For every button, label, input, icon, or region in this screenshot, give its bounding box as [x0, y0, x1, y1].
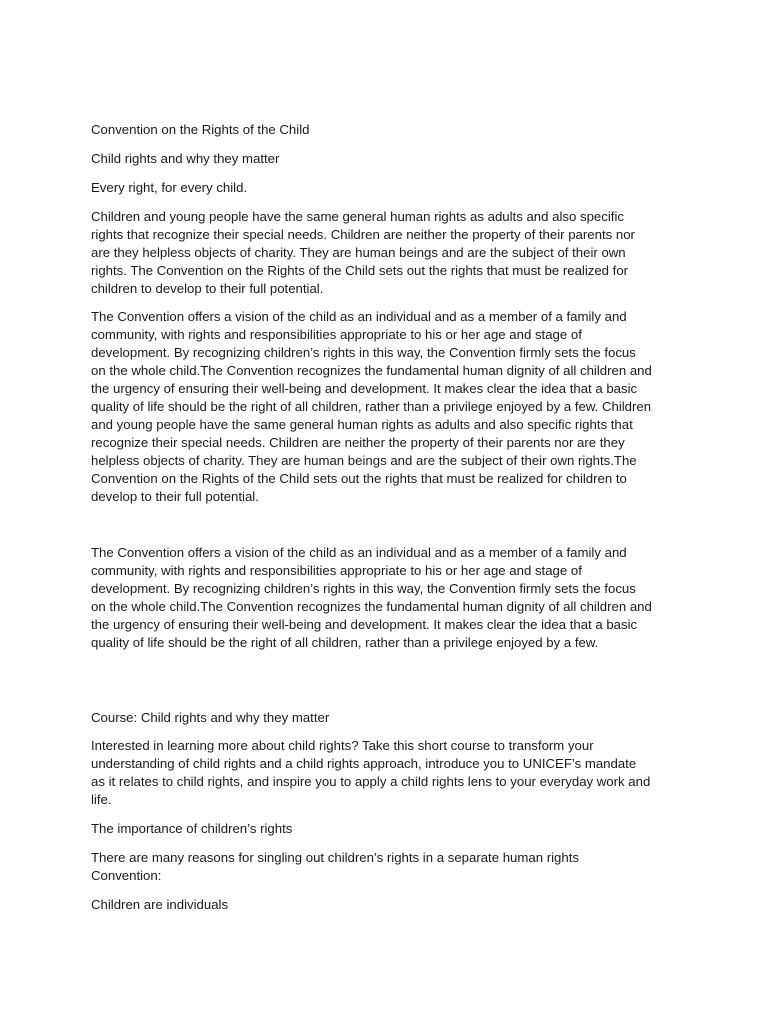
document-page: [91, 121, 681, 914]
document-title: Convention on the Rights of the Child: [91, 122, 310, 137]
course-heading: Course: Child rights and why they matter: [91, 710, 330, 725]
heading-child-rights: Child rights and why they matter: [91, 151, 280, 166]
heading-children-individuals: Children are individuals: [91, 897, 229, 912]
paragraph-vision-repeat: The Convention offers a vision of the child as an individual and as a member of a family and community, with rights and responsibilities appropriate to his or her age and stage of development. By recognizing children’s rights in this way, the Convention firmly sets the focus on the whole child.The Convention recognizes the fundamental human dignity of all children and the urgency of ensuring their well-being and development. It makes clear the idea that a basic quality of life should be the right of all children, rather than a privilege enjoyed by a few.: [91, 545, 652, 650]
paragraph-course: Interested in learning more about child rights? Take this short course to transform your understanding of child rights and a child rights approach, introduce you to UNICEF’s mandate as it relates to child rights, and inspire you to apply a child rights lens to your everyday work and life.: [91, 738, 651, 807]
heading-importance: The importance of children’s rights: [91, 821, 293, 836]
tagline: Every right, for every child.: [91, 180, 248, 195]
paragraph-vision-full: The Convention offers a vision of the child as an individual and as a member of a family and community, with rights and responsibilities appropriate to his or her age and stage of development. By recognizing children’s rights in this way, the Convention firmly sets the focus on the whole child.The Convention recognizes the fundamental human dignity of all children and the urgency of ensuring their well-being and development. It makes clear the idea that a basic quality of life should be the right of all children, rather than a privilege enjoyed by a few. Children and young people have the same general human rights as adults and also specific rights that recognize their special needs. Children are neither the property of their parents nor are they helpless objects of charity. They are human beings and are the subject of their own rights.The Convention on the Rights of the Child sets out the rights that must be realized for children to develop to their full potential.: [91, 309, 652, 504]
paragraph-reasons: There are many reasons for singling out children’s rights in a separate human rights Convention:: [91, 850, 579, 883]
paragraph-intro: Children and young people have the same general human rights as adults and also specific rights that recognize their special needs. Children are neither the property of their parents nor are they helpless objects of charity. They are human beings and are the subject of their own rights. The Convention on the Rights of the Child sets out the rights that must be realized for children to develop to their full potential.: [91, 209, 635, 296]
